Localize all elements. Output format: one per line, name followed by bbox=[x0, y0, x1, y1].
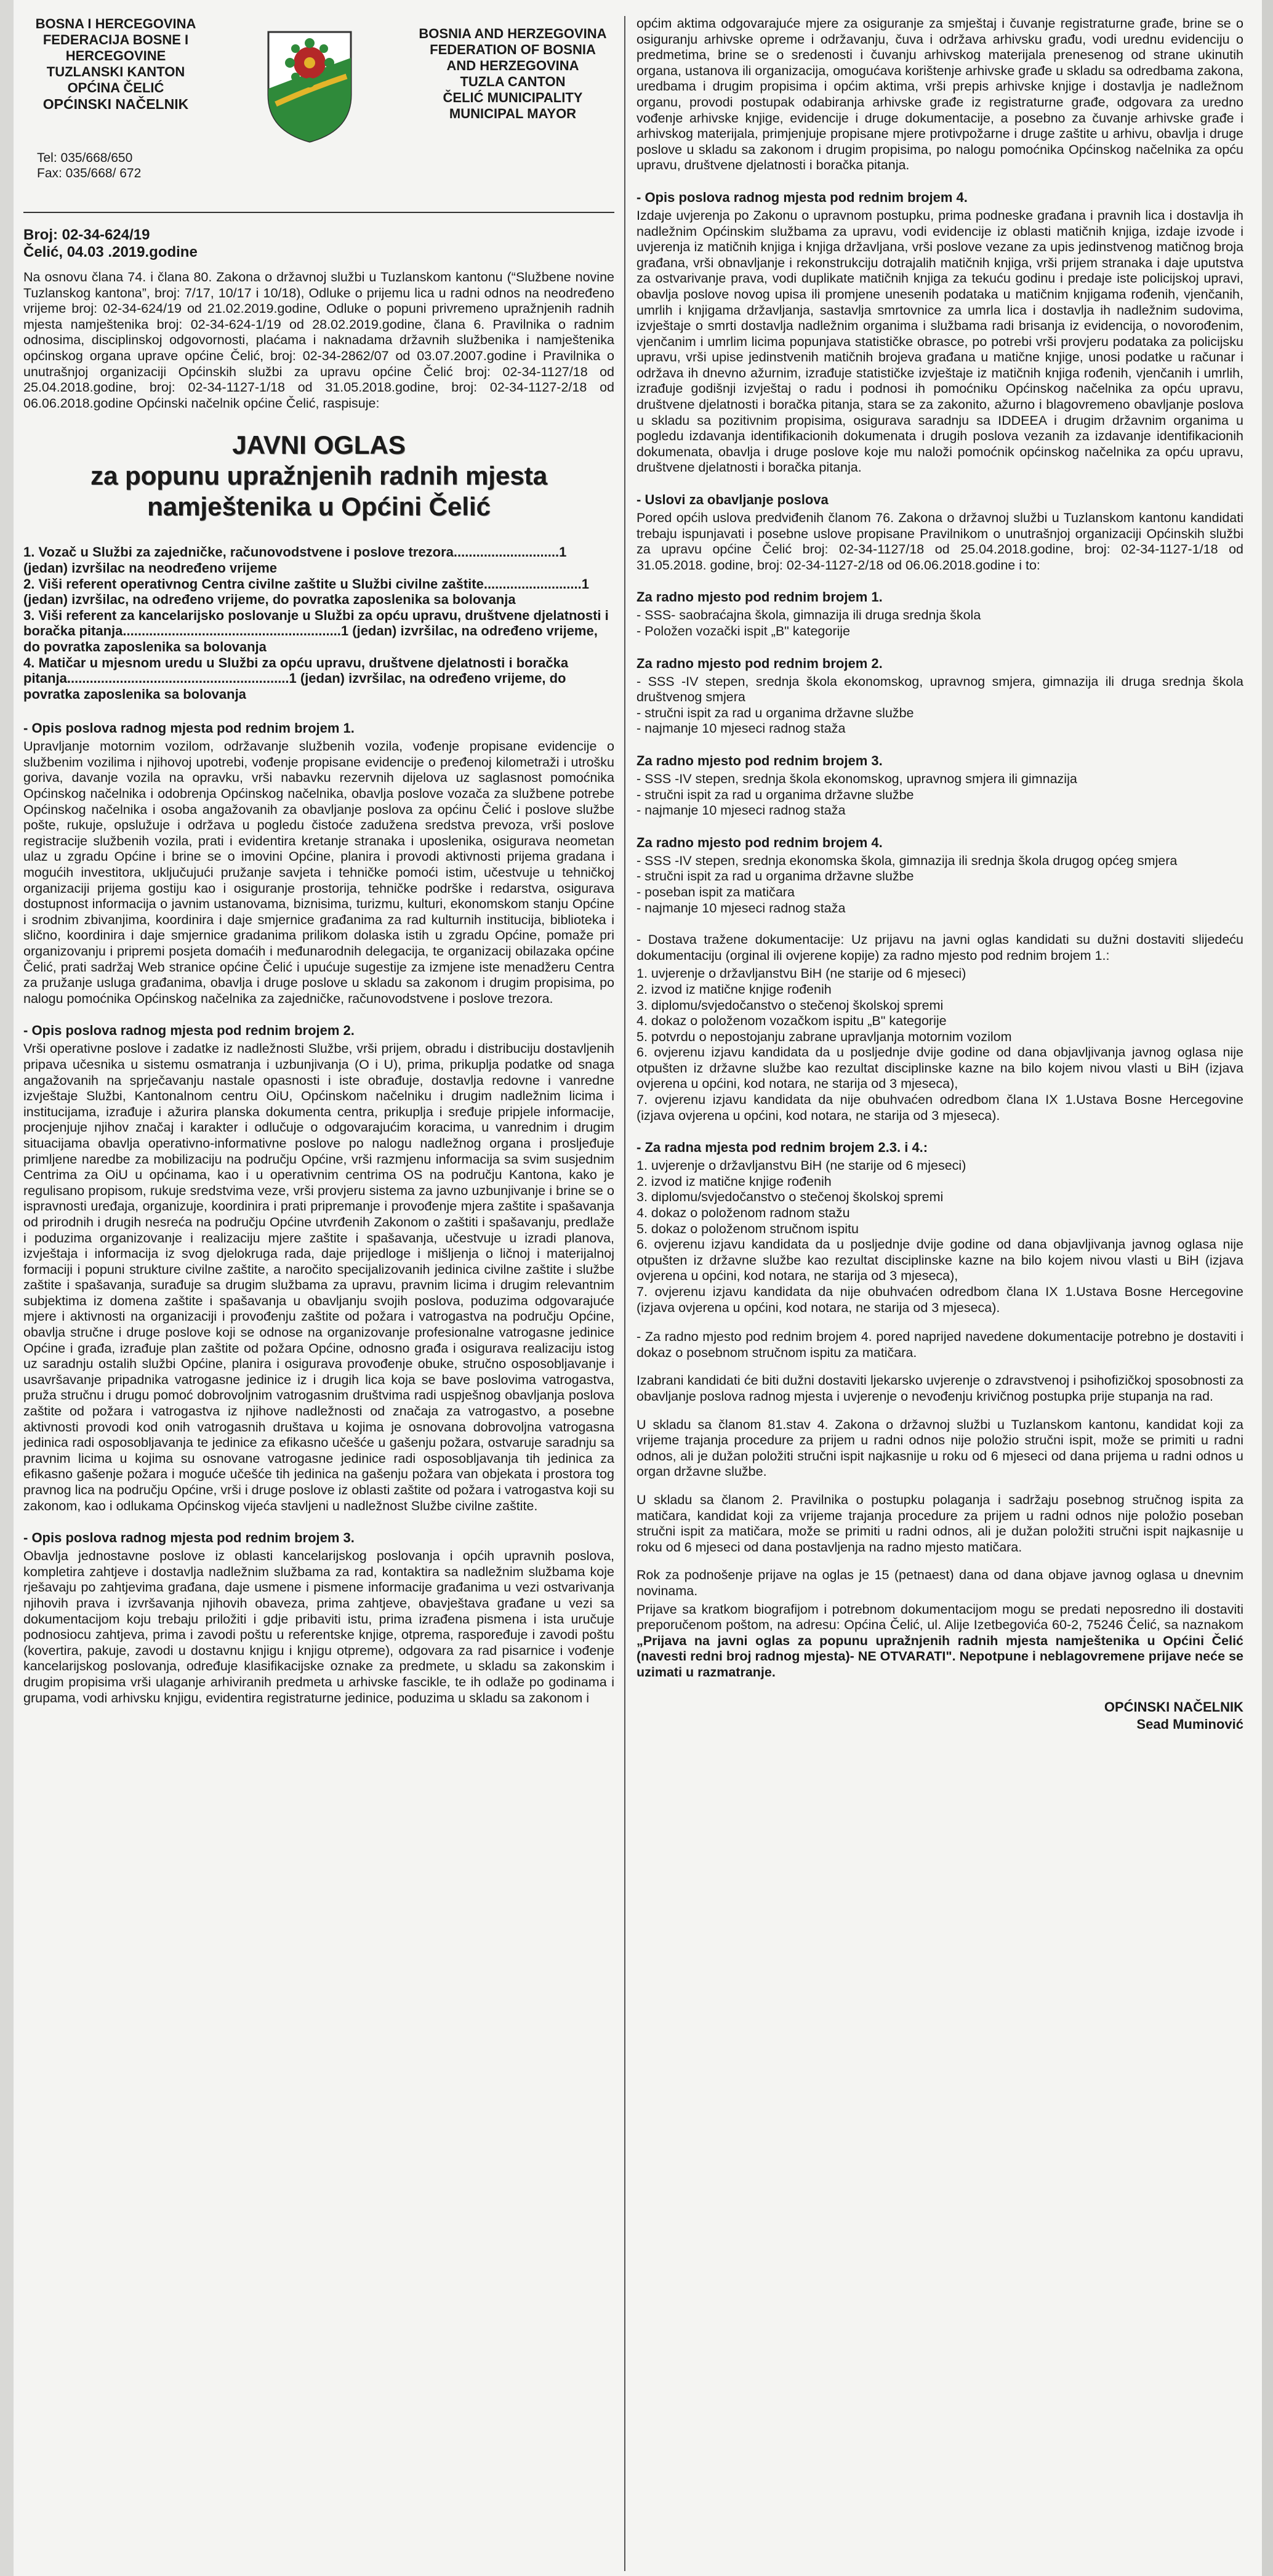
duties-text-4: Izdaje uvjerenja po Zakonu o upravnom postupku, prima podneske građana i pravnih lica i dostavlja ih nadležnim Općinskim službama za upravu, vodi evidencije iz oblasti matičnih knjiga, izdaje izvode i uvjerenja iz matičnih knjiga i knjiga državljana, vrši poslove vezane za upis jedinstvenog matičnog broja građana, vrši obnavljanje i rekonstrukciju dotrajalih matičnih knjiga, vrši prijem stranaka i daje uputstva za ostvarivanje prava, vodi duplikate matičnih knjiga za tekuću godinu i predaje iste policijskoj upravi, obavlja poslove novog upisa ili promjene unesenih podataka u matičnim knjigama rođenih, vjenčanih, umrlih i knjigama državljanja, sastavlja smrtovnice za umrla lica i dostavlja ih nadležnim sudovima, izvještaje o smrti dostavlja nadležnim organima i službama radi brisanja iz evidencija, o novorođenim, vjenčanim i umrlim licima popunjava statističke obrasce, po potrebi vrši provjeru podataka za policijsku upravu, vrši upise jedinstvenih matičnih brojeva građana u matične knjige, unosi podatke u računar i održava ih dnevno ažurnim, izrađuje statističke izvještaje iz matičnih knjiga rođenih, vjenčanih i umrlih, izrađuje godišnji izvještaj o radu i podnosi ih pomoćniku Općinskog načelnika za opću upravu, društvene djelatnosti i boračka pitanja, stara se za zakonito, ažurno i blagovremeno obavljanje poslova u skladu sa pozitivnim propisima, osigurava saradnju sa IDDEEA i drugim državnim organima u pogledu izdavanja identifikacionih dokumenata i drugih poslova vezanih za izdavanje identifikacionih dokumenata, obavlja i druge poslove koje mu naloži pomoćnik općinskog načelnika za opću upravu, društvene djelatnosti i boračka pitanja. bbox=[636, 207, 1243, 475]
duties-heading-3: - Opis poslova radnog mjesta pod rednim brojem 3. bbox=[23, 1530, 355, 1546]
document-item: 5. dokaz o položenom stručnom ispitu bbox=[636, 1221, 859, 1236]
position-item: 2. Viši referent operativnog Centra civilne zaštite u Službi civilne zaštite..........................1 (jedan) izvršilac, na određeno vrijeme, do povratka zaposlenika sa bolovanja bbox=[23, 576, 589, 608]
closing-paragraph: - Za radno mjesto pod rednim brojem 4. pored naprijed navedene dokumentacije potrebno je dostaviti i dokaz o posebnom stručnom ispitu za matičara. bbox=[636, 1329, 1243, 1360]
phone-number: Tel: 035/668/650 bbox=[37, 151, 133, 165]
header-divider bbox=[23, 212, 614, 213]
scan-edge-left bbox=[0, 0, 14, 2576]
document-item: 1. uvjerenje o državljanstvu BiH (ne starije od 6 mjeseci) bbox=[636, 966, 966, 981]
documents-list-positions-2-4 bbox=[636, 1158, 1243, 1316]
legal-basis: Na osnovu člana 74. i člana 80. Zakona o državnoj službi u Tuzlanskom kantonu (“Službene novine Tuzlanskog kantona”, broj: 7/17, 10/17 i 10/18), Odluke o prijemu lica u radni odnos na neodređeno vrijeme broj: 02-34-624/19 od 21.02.2019.godine, Odluke o popuni privremeno upražnjenih radnih mjesta namještenika broj: 02-34-624-1/19 od 28.02.2019.godine, člana 6. Pravilnika o radnim odnosima, disciplinskoj odgovornosti, plaćama i naknadama državnih službenika i namještenika općinskog organa uprave općine Čelić, broj: 02-34-2862/07 od 03.07.2007.godine i Pravilnika o unutrašnjoj organizaciji Općinskih službi za upravu općine Čelić broj: 02-34-1127/18 od 25.04.2018.godine, broj: 02-34-1127-1/18 od 31.05.2018.godine, broj: 02-34-1127-2/18 od 06.06.2018.godine Općinski načelnik općine Čelić, raspisuje: bbox=[23, 270, 614, 411]
signatory-title: OPĆINSKI NAČELNIK bbox=[1104, 1699, 1243, 1715]
signatory-name: Sead Muminović bbox=[1136, 1717, 1243, 1733]
submission-paragraph bbox=[636, 1602, 1243, 1681]
requirement-item: - SSS -IV stepen, srednja škola ekonomskog, upravnog smjera ili gimnazija bbox=[636, 771, 1077, 786]
requirement-item: - SSS -IV stepen, srednja škola ekonomskog, upravnog smjera, gimnazija ili druga srednja škola društvenog smjera bbox=[636, 674, 1243, 705]
requirement-item: - Položen vozački ispit „B" kategorije bbox=[636, 624, 851, 638]
submission-final: Nepotpune i neblagovremene prijave neće se uzimati u razmatranje. bbox=[636, 1649, 1243, 1680]
duties-heading-1: - Opis poslova radnog mjesta pod rednim brojem 1. bbox=[23, 720, 355, 736]
document-item: 3. diplomu/svjedočanstvo o stečenoj školskoj spremi bbox=[636, 1189, 944, 1205]
municipality-crest-icon bbox=[263, 27, 356, 144]
notice-title: JAVNI OGLAS za popunu upražnjenih radnih mjesta namještenika u Općini Čelić bbox=[90, 430, 548, 521]
documents-heading-positions-2-4: - Za radna mjesta pod rednim brojem 2.3. i 4.: bbox=[636, 1140, 928, 1156]
office-title-english: MUNICIPAL MAYOR bbox=[449, 106, 577, 121]
documents-intro: - Dostava tražene dokumentacije: Uz prijavu na javni oglas kandidati su dužni dostaviti slijedeću dokumentaciju (orginal ili ovjerene kopije) za radno mjesto pod rednim brojem 1.: bbox=[636, 932, 1243, 963]
document-item: 5. potvrdu o nepostojanju zabrane upravljanja motornim vozilom bbox=[636, 1029, 1012, 1044]
requirement-item: - poseban ispit za matičara bbox=[636, 884, 795, 900]
document-reference bbox=[23, 227, 614, 261]
document-item: 3. diplomu/svjedočanstvo o stečenoj školskoj spremi bbox=[636, 997, 944, 1013]
requirement-item: - najmanje 10 mjeseci radnog staža bbox=[636, 900, 846, 916]
deadline-paragraph: Rok za podnošenje prijave na oglas je 15 (petnaest) dana od dana objave javnog oglasa u dnevnim novinama. bbox=[636, 1568, 1243, 1598]
document-item: 1. uvjerenje o državljanstvu BiH (ne starije od 6 mjeseci) bbox=[636, 1158, 966, 1173]
closing-paragraph: U skladu sa članom 2. Pravilnika o postupku polaganja i sadržaju posebnog stručnog ispita za matičara, kandidat koji za vrijeme trajanja procedure za prijem u radni odnos nije položio poseban stručni ispit za matičara, može se primiti u radni odnos, ali je dužan položiti stručni ispit najkasnije u roku od 6 mjeseci od dana postavljenja na radno mjesto matičara. bbox=[636, 1492, 1243, 1555]
document-item: 7. ovjerenu izjavu kandidata da nije obuhvaćen odredbom člana IX 1.Ustava Bosne Hercegovine (izjava ovjerena u općini, kod notara, ne starija od 3 mjeseca). bbox=[636, 1092, 1243, 1123]
office-title-bosnian: OPĆINSKI NAČELNIK bbox=[42, 96, 189, 112]
document-item: 7. ovjerenu izjavu kandidata da nije obuhvaćen odredbom člana IX 1.Ustava Bosne Hercegovine (izjava ovjerena u općini, kod notara, ne starija od 3 mjeseca). bbox=[636, 1284, 1243, 1315]
position-item: 4. Matičar u mjesnom uredu u Službi za opću upravu, društvene djelatnosti i boračka pitanja...........................................................1 (jedan) izvršilac, na određeno vrijeme, do povratka zaposlenika sa bolovanja bbox=[23, 654, 569, 702]
left-column bbox=[23, 16, 625, 2571]
reference-number: Broj: 02-34-624/19 bbox=[23, 227, 150, 243]
newspaper-page bbox=[14, 0, 1262, 2576]
documents-list-position-1 bbox=[636, 966, 1243, 1124]
closing-paragraph: U skladu sa članom 81.stav 4. Zakona o državnoj službi u Tuzlanskom kantonu, kandidat koji za vrijeme trajanja procedure za prijem u radni odnos nije položio stručni ispit, može se primiti u radni odnos, ali je dužan položiti stručni ispit najkasnije u roku od 6 mjeseci od dana prijema u radni odnos u organ državne službe. bbox=[636, 1417, 1243, 1479]
requirement-heading: Za radno mjesto pod rednim brojem 2. bbox=[636, 655, 883, 671]
duties-heading-2: - Opis poslova radnog mjesta pod rednim brojem 2. bbox=[23, 1023, 355, 1039]
requirements bbox=[636, 589, 1243, 916]
fax-number: Fax: 035/668/ 672 bbox=[37, 166, 142, 180]
document-item: 4. dokaz o položenom radnom stažu bbox=[636, 1205, 850, 1221]
document-item: 4. dokaz o položenom vozačkom ispitu „B" kategorije bbox=[636, 1013, 947, 1029]
duties-text-1: Upravljanje motornim vozilom, održavanje službenih vozila, vođenje propisane evidencije o službenim vozilima i njihovoj upotrebi, vođenje propisane evidencije o pređenoj kilometraži i utrošku goriva, davanje vozila na opravku, vrši nabavku rezervnih dijelova uz saglasnost pomoćnika Općinskog načelnika i odobrenja Općinskog načelnika, obavlja poslove vozača za službene potrebe Općinskog načelnika i osoba angažovanih za obavljanje poslova za općinu Čelić i poslove službe pošte, rukuje, opslužuje i održava u pogledu čistoće zadužena sredstva prevoza, vrši poslove registracije službenih vozila, prati i evidentira kretanje stranaka i uposlenika, osigurava neometan ulaz u zgradu Općine i brine se o imovini Općine, planira i provodi aktivnosti prijema gradana i mogućih investitora, uključujući pružanje savjeta i tehničke pomoći istim, učestvuje u tehničkoj organizaciji prijema gostiju kao i osiguranje prostorija, tehničke podrške i redarstva, osigurava dostupnost informacija o javnim ustanovama, biznisima, turizmu, kulturi, ekonomskom stanju Općine i srodnim zbivanjima, koordinira i daje smjernice građanima za rad kulturnih institucija, biblioteka i slično, koordinira i daje smjernice gradanima prilikom dolaska istih u zgradu Općine, pomaže pri organizovanju i pripremi posjeta domaćih i međunarodnih delegacija, te organizacij obilazaka općine Čelić, prati sadržaj Web stranice općine Čelić i upućuje sugestije za izmjene iste menadžeru Centra za pružanje usluga građanima, obavlja i druge poslove u skladu sa zakonom i drugim propisima, po nalogu pomoćnika Općinskog načelnika za zajedničke, računovodstvene i poslove trezora. bbox=[23, 739, 614, 1006]
requirement-item: - najmanje 10 mjeseci radnog staža bbox=[636, 721, 846, 736]
document-date: Čelić, 04.03 .2019.godine bbox=[23, 244, 198, 260]
org-name-english: BOSNIA AND HERZEGOVINA FEDERATION OF BOSNIA AND HERZEGOVINA TUZLA CANTON ČELIĆ MUNICIPALITY MUNICIPAL MAYOR bbox=[411, 26, 614, 122]
requirement-item: - SSS -IV stepen, srednja ekonomska škola, gimnazija ili srednja škola drugog općeg smjera bbox=[636, 853, 1178, 868]
duties-text-3-continued: općim aktima odgovarajuće mjere za osiguranje za smještaj i čuvanje registraturne građe, brine se o osiguranju arhivske opreme i održavanju, čuva i održava arhivsku građu, vodi urednu evidenciju o predmetima, brine se o sredenosti i čuvanju arhivskog materijala prenesenog od strane ukinutih organa, ustanova ili organizacija, omogućava korištenje arhivske građe u skladu sa odredbama zakona, uredbama i drugim propisima i općim aktima, vrši prepis arhivske knjige i dostavlja je nadležnom organu, provodi postupak odabiranja arhivske građe iz registraturne građe, odgovara za uredno vođenje arhivske knjige, evidencije i druge dokumentacije, a posebno za čuvanje arhivske građe i arhivskog materijala, primjenjuje propisane mjere protivpožarne i druge zaštite u arhivu, obavlja i druge poslove u skladu sa zakonom i drugim propisima, po nalogu pomoćnika Općinskog načelnika za opću upravu, društvene djelatnosti i boračka pitanja. bbox=[636, 16, 1243, 173]
closing-paragraph: Izabrani kandidati će biti dužni dostaviti ljekarsko uvjerenje o zdravstvenoj i psihofizičkoj sposobnosti za obavljanje poslova radnog mjesta i uvjerenje o nevođenju krivičnog postupka prije stupanja na rad. bbox=[636, 1373, 1243, 1404]
submission-text: Prijave sa kratkom biografijom i potrebnom dokumentacijom mogu se predati neposredno ili dostaviti preporučenom poštom, na adresu: Općina Čelić, ul. Alije Izetbegovića 60-2, 75246 Čelić, sa naznakom bbox=[636, 1601, 1243, 1633]
duties-text-3-start: Obavlja jednostavne poslove iz oblasti kancelarijskog poslovanja i općih upravnih poslova, kompletira zahtjeve i dostavlja nadležnim službama za rad, kontaktira sa nadležnim službama koje rješavaju po zahtjevima građana, daje usmene i pismene informacije građanima u vezi ostvarivanja njihovih prava i izvršavanja njihovih obaveza, prima zahtjeve, obavještava građane u vezi sa dokumentacijom koju trebaju priložiti i gdje pribaviti istu, prima izrađena pismena i ista uručuje podnosiocu zahtjeva, prima i zavodi poštu u referentske knjige, otprema, raspoređuje i zavodi poštu (kovertira, pakuje, zavodi u dostavnu knjigu i knjigu otpreme), odgovara za rad pisarnice i vođenje kancelarijskog poslovanja, određuje klasifikacijske oznake za predmete, u skladu sa zakonskim i drugim propisima vrši ulaganje arhiviranih predmeta u arhivske fascikle, te ih odlaže po godinama i grupama, vodi arhivsku knjigu, evidentira registraturne jedinice, poduzima u skladu sa zakonom i bbox=[23, 1548, 614, 1705]
position-item: 3. Viši referent za kancelarijsko poslovanje u Službi za opću upravu, društvene djelatnosti i boračka pitanja..........................................................1 (jedan) izvršilac, na određeno vrijeme, do povratka zaposlenika sa bolovanja bbox=[23, 607, 609, 654]
requirement-item: - stručni ispit za rad u organima državne službe bbox=[636, 787, 914, 802]
requirement-heading: Za radno mjesto pod rednim brojem 4. bbox=[636, 834, 883, 850]
submission-label: „Prijava na javni oglas za popunu upražnjenih radnih mjesta namještenika u Općini Čelić (navesti redni broj radnog mjesta)- NE OTVARATI". bbox=[636, 1633, 1243, 1664]
requirement-item: - stručni ispit za rad u organima državne službe bbox=[636, 705, 914, 720]
conditions-text: Pored općih uslova predviđenih članom 76. Zakona o državnoj službi u Tuzlanskom kantonu kandidati trebaju ispunjavati i posebne uslove propisane Pravilnikom o unutrašnjoj organizaciji Općinskih službi za upravu općine Čelić broj: 02-34-1127/18 od 25.04.2018.godine, broj: 02-34-1127-1/18 od 31.05.2018. godine, broj: 02-34-1127-2/18 od 06.06.2018.godine i to: bbox=[636, 510, 1243, 573]
contacts bbox=[37, 150, 141, 181]
positions-list bbox=[23, 544, 614, 702]
org-name-bosnian: BOSNA I HERCEGOVINA FEDERACIJA BOSNE I HERCEGOVINE TUZLANSKI KANTON OPĆINA ČELIĆ OPĆINSKI NAČELNIK bbox=[23, 16, 208, 112]
requirement-item: - SSS- saobraćajna škola, gimnazija ili druga srednja škola bbox=[636, 608, 981, 623]
duties-heading-4: - Opis poslova radnog mjesta pod rednim brojem 4. bbox=[636, 189, 968, 205]
document-item: 2. izvod iz matične knjige rođenih bbox=[636, 1173, 832, 1189]
requirement-heading: Za radno mjesto pod rednim brojem 1. bbox=[636, 589, 883, 605]
document-item: 6. ovjerenu izjavu kandidata da u posljednje dvije godine od dana objavljivanja javnog oglasa nije otpušten iz državne službe kao rezultat disciplinske kazne na bilo kojem nivou vlasti u BiH (izjava ovjerena u općini, kod notara, ne starija od 3 mjeseca), bbox=[636, 1045, 1243, 1092]
scan-edge-right bbox=[1262, 0, 1273, 2576]
requirement-heading: Za radno mjesto pod rednim brojem 3. bbox=[636, 752, 883, 768]
requirement-item: - najmanje 10 mjeseci radnog staža bbox=[636, 803, 846, 818]
duties-text-2: Vrši operativne poslove i zadatke iz nadležnosti Službe, vrši prijem, obradu i distribuciju dostavljenih pripava učesnika u sistemu osmatranja i uzbunjivanja (O i U), prima, prikuplja podatke od snaga angažovanih na sprječavanju nastale opasnosti i iste obrađuje, dostavlja redovne i vanredne izvještaje Službi, Kantonalnom centru OiU, Općinskom načelniku i drugim nadležnim licima i institucijama, izrađuje i ažurira planska dokumenta centra, prikuplja i sređuje pripjele informacije, procjenjuje njihov značaj i karakter i odlučuje o odgovarajućim koracima, u vanrednim i drugim situacijama obavlja operativno-informativne poslove po nalogu nadležnog organa i prosljeđuje primljene naredbe za mobilizaciju na području Općine, vrši razmjenu informacija sa svim susjednim Centrima za OiU u općinama, kao i u operativnim centrima OS na području Kantona, kako je regulisano propisom, rukuje sredstvima veze, vrši provjeru sistema za javno uzbunjivanje i brine se o ispravnosti uređaja, organizuje, koordinira i prati pripremanje i provođenje mjera zaštite i spašavanja od prirodnih i drugih nesreća na području Općine utvrđenih Zakonom o zaštiti i spašavanju, predlaže i poduzima organizovanje i realizaciju mjere zaštite i spašavanja, učestvuje u izradi planova, izvještaja i informacija iz svog djelokruga rada, daje prijedloge i mišljenja o ličnoj i materijalnoj formaciji i popuni strukture civilne zaštite, a naročito specijalizovanih jedinica civilne zaštite i službe zaštite i spašavanja, surađuje sa drugim službama za upravu, pravnim licima i drugim relevantnim subjektima iz domena zaštite i spašavanja u obavljanju svojih poslova, poduzima odgovarajuće mjere i aktivnosti na organizaciji i provođenju zaštite od požara i vatrogastva na području Općine, obavlja stručne i druge poslove koji se odnose na organizovanje profesionalne vatrogasne jedinice Općine i građa, izrađuje plan zaštite od požara Općine, odnosno građa i osigurava realizaciju istog uz saradnju ostalih službi Općine, planira i osigurava provođenje obuke, stručno osposobljavanje i usavršavanje pripadnika vatrogasne jedinice iz i drugih lica koja se bave poslovima vatrogastva, pruža stručnu i drugu pomoć dobrovoljnim vatrogasnim društvima radi uspješnog obavljanja poslova zaštite od požara i vatrogastva iz njihove nadležnosti od značaja za vatrogastvo, a posebne aktivnosti provodi kod onih vatrogasnih društava u kojima je osnovana dobrovoljna vatrogasna jedinica radi osposobljavanja te jedinice za efikasno učešće u gašenju požara, ostvaruje saradnju sa pravnim licima u kojima su osnovane vatrogasne jedinice radi osposobljavanja tih jedinica za efikasno gašenje požara i moguće učešće tih jedinica na gašenju požara van objekata i prostora tog pravnog lica na području Općine, vrši i druge poslove iz oblasti zaštite od požara i vatrogastva koji su zakonom, kao i odlukama Općinskog vijeća stavljeni u nadležnost Službe civilne zaštite. bbox=[23, 1041, 614, 1513]
conditions-heading: - Uslovi za obavljanje poslova bbox=[636, 492, 829, 508]
requirement-item: - stručni ispit za rad u organima državne službe bbox=[636, 869, 914, 884]
right-column bbox=[625, 16, 1243, 2571]
signature-block bbox=[636, 1699, 1243, 1733]
document-item: 6. ovjerenu izjavu kandidata da u posljednje dvije godine od dana objavljivanja javnog oglasa nije otpušten iz državne službe kao rezultat disciplinske kazne na bilo kojem nivou vlasti u BiH (izjava ovjerena u općini, kod notara, ne starija od 3 mjeseca), bbox=[636, 1237, 1243, 1284]
document-item: 2. izvod iz matične knjige rođenih bbox=[636, 981, 832, 997]
position-item: 1. Vozač u Službi za zajedničke, računovodstvene i poslove trezora............................1 (jedan) izvršilac na neodređeno vrijeme bbox=[23, 544, 567, 576]
